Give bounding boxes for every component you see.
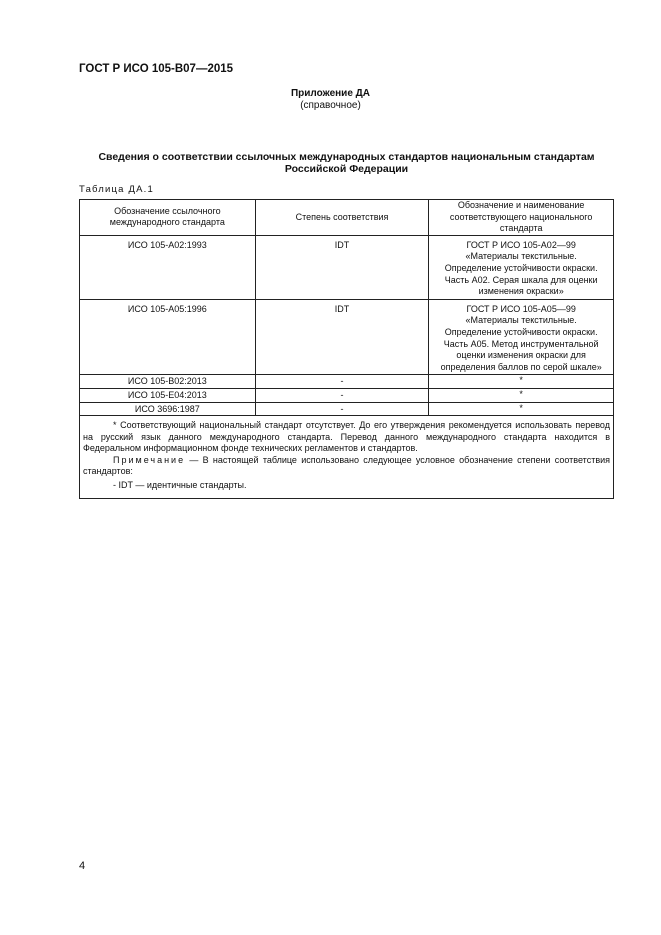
table-notes: [80, 416, 614, 499]
national-line: изменения окраски»: [478, 286, 564, 297]
footnote: * Соответствующий национальный стандарт отсутствует. До его утверждения рекомендуется использовать перевод на русский язык данного международного стандарта. Перевод данного международного стандарта находится в Федеральном информационном фонде технических регламентов и стандартов.: [83, 420, 610, 454]
table-row: [80, 402, 614, 416]
document-code: ГОСТ Р ИСО 105-В07—2015: [79, 63, 234, 75]
cell-degree: IDT: [255, 299, 429, 375]
legend: - IDT — идентичные стандарты.: [113, 480, 247, 491]
header-reference: Обозначение ссылочного международного стандарта: [80, 200, 256, 236]
header-national: Обозначение и наименование соответствующего национального стандарта: [429, 200, 614, 236]
cell-degree: -: [255, 402, 429, 416]
document-title: Сведения о соответствии ссылочных международных стандартов национальным стандартам Российской Федерации: [98, 151, 595, 175]
table-row: [80, 299, 614, 375]
cell-national: [429, 235, 614, 299]
national-line: «Материалы текстильные.: [465, 315, 577, 326]
national-line: Определение устойчивости окраски.: [444, 326, 598, 337]
national-line: ГОСТ Р ИСО 105-А02—99: [466, 239, 576, 250]
national-line: Часть А02. Серая шкала для оценки: [444, 274, 598, 285]
table-row: [80, 388, 614, 402]
national-line: Определение устойчивости окраски.: [444, 262, 598, 273]
note-text: — В настоящей таблице использовано следующее условное обозначение степени соответствия стандартов:: [83, 454, 610, 477]
note: [83, 455, 610, 478]
appendix-title: Приложение ДА: [290, 88, 371, 99]
appendix-heading: [0, 88, 661, 112]
cell-reference: ИСО 105-В02:2013: [80, 375, 256, 389]
header-degree: Степень соответствия: [255, 200, 429, 236]
note-label: Примечание: [113, 454, 186, 465]
cell-reference: ИСО 105-А02:1993: [80, 235, 256, 299]
table-header-row: [80, 200, 614, 236]
national-line: оценки изменения окраски для: [456, 350, 586, 361]
national-line: «Материалы текстильные.: [465, 251, 577, 262]
cell-degree: -: [255, 388, 429, 402]
correspondence-table: [79, 199, 614, 499]
cell-reference: ИСО 105-А05:1996: [80, 299, 256, 375]
cell-degree: IDT: [255, 235, 429, 299]
cell-national: *: [429, 375, 614, 389]
cell-reference: ИСО 105-Е04:2013: [80, 388, 256, 402]
cell-degree: -: [255, 375, 429, 389]
table-row: [80, 235, 614, 299]
appendix-subtitle: (справочное): [300, 100, 361, 111]
cell-national: *: [429, 388, 614, 402]
table-row: [80, 375, 614, 389]
page-number: 4: [79, 860, 86, 872]
cell-reference: ИСО 3696:1987: [80, 402, 256, 416]
national-line: ГОСТ Р ИСО 105-А05—99: [466, 303, 576, 314]
cell-national: [429, 299, 614, 375]
table-caption: Таблица ДА.1: [79, 184, 154, 195]
table-notes-row: [80, 416, 614, 499]
national-line: Часть А05. Метод инструментальной: [443, 338, 599, 349]
national-line: определения баллов по серой шкале»: [440, 361, 602, 372]
cell-national: *: [429, 402, 614, 416]
